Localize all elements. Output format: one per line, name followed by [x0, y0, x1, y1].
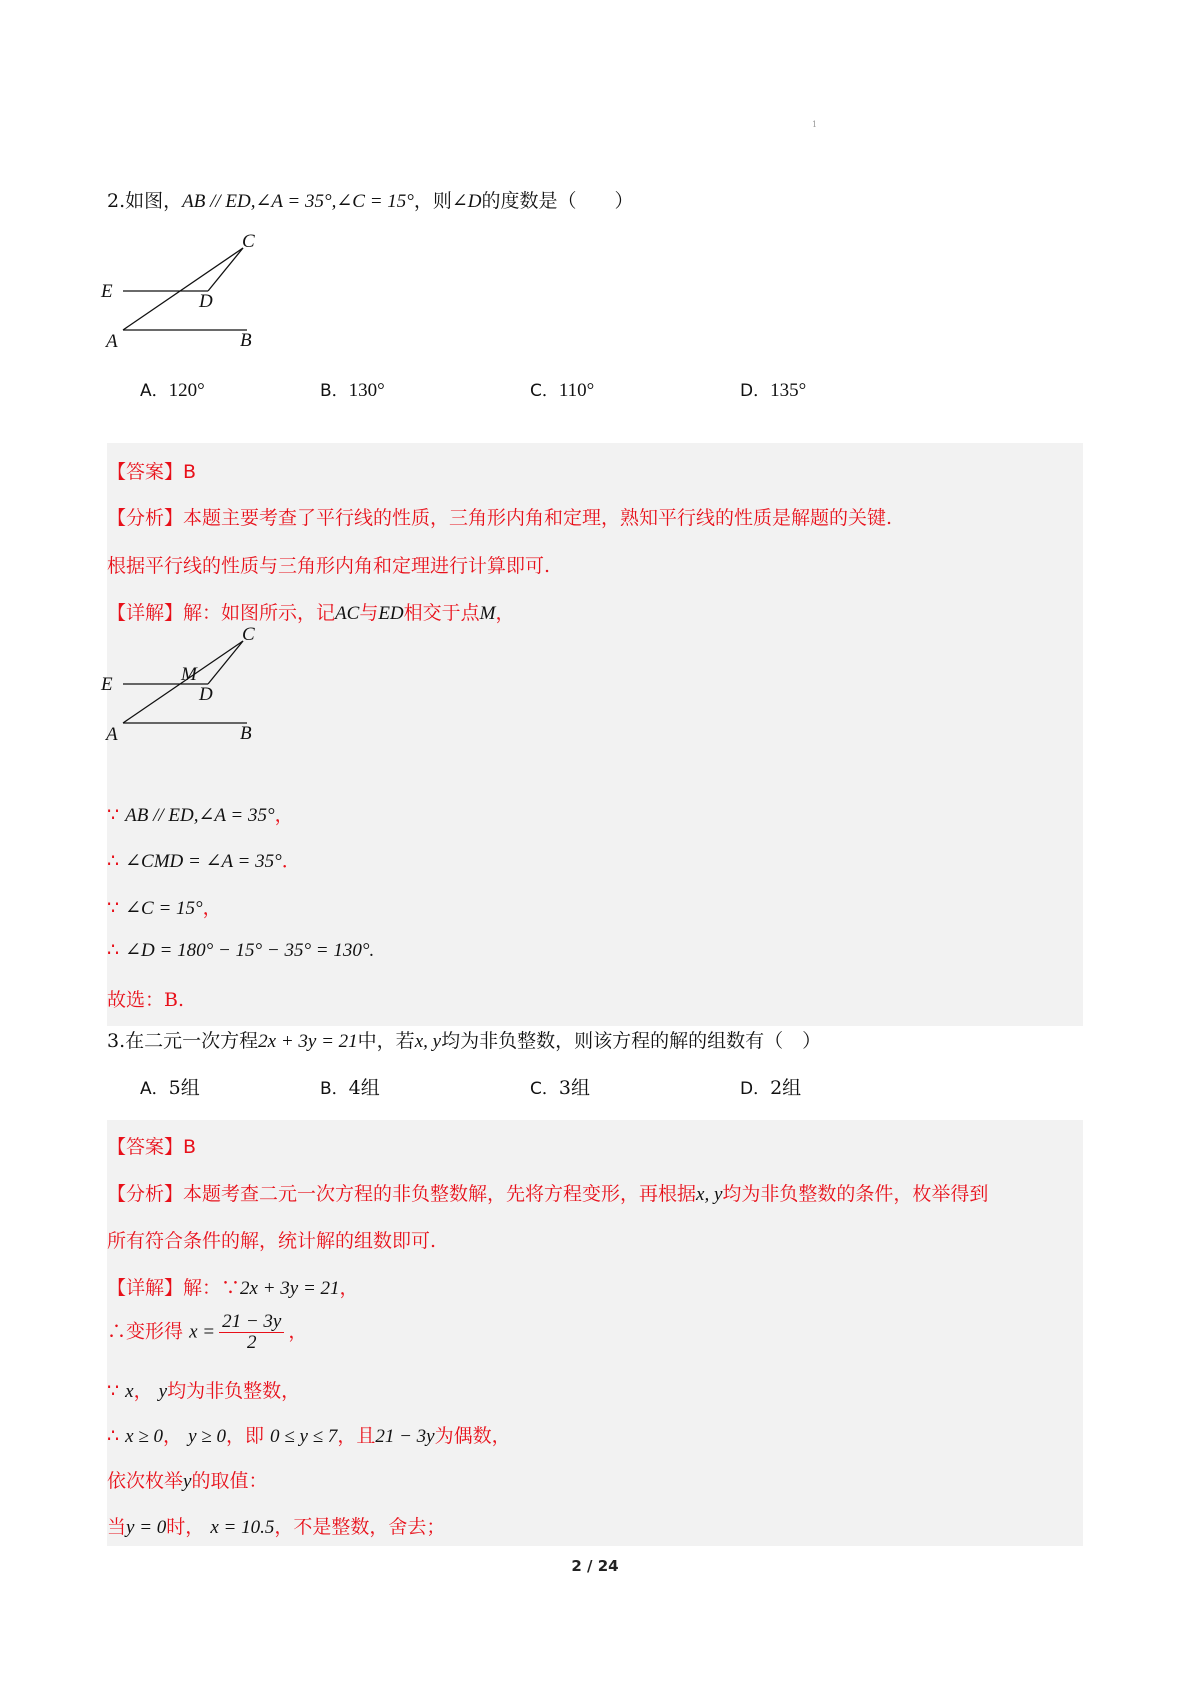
page-number: 2 / 24 [571, 1557, 619, 1575]
question-text-mid: 中，若 [357, 1030, 415, 1052]
question-2 [107, 186, 634, 213]
question-math: AB // ED,∠A = 35°,∠C = 15° [182, 191, 414, 212]
question-vars: x, y [414, 1031, 442, 1052]
label-D: D [199, 291, 213, 312]
detail-line: 【详解】解：如图所示，记AC与ED相交于点M， [107, 602, 515, 624]
label-B: B [240, 723, 252, 744]
step-4: ∴ ∠D = 180° − 15° − 35° = 130°. [107, 939, 375, 961]
analysis-line-1: 【分析】本题考查二元一次方程的非负整数解，先将方程变形，再根据x, y均为非负整数的条件，枚举得到 [107, 1183, 989, 1205]
step-case: 当y = 0时， x = 10.5，不是整数，舍去； [107, 1516, 446, 1538]
label-E: E [101, 281, 113, 302]
option-c: C．110° [530, 380, 595, 401]
step-2: ∴ ∠CMD = ∠A = 35°． [107, 850, 301, 872]
question-equation: 2x + 3y = 21 [258, 1031, 358, 1052]
question-target: ∠D [451, 191, 482, 212]
question-text: 如图， [125, 190, 183, 212]
question-text: 在二元一次方程 [125, 1030, 259, 1052]
step-1: ∵ AB // ED,∠A = 35°， [107, 804, 294, 826]
figure-with-point-m [95, 618, 275, 748]
option-d: D．135° [740, 380, 807, 401]
step-vars: ∵ x， y均为非负整数， [107, 1380, 301, 1402]
question-text-end: 的度数是（ ） [481, 190, 634, 212]
line-CD [208, 248, 243, 291]
option-b: B．130° [320, 380, 385, 401]
label-C: C [242, 231, 255, 252]
label-M: M [181, 664, 197, 685]
step-3: ∵ ∠C = 15°， [107, 897, 222, 919]
detail-line: 【详解】解：∵2x + 3y = 21， [107, 1277, 359, 1299]
step-range: ∴ x ≥ 0， y ≥ 0，即 0 ≤ y ≤ 7，且21 − 3y为偶数， [107, 1425, 511, 1447]
answer-line: 【答案】B [107, 1136, 197, 1158]
option-d: D．2组 [740, 1077, 802, 1099]
step-transform: ∴变形得 x = $\frac{21 - 3y}{2}$ ， [107, 1311, 308, 1353]
line-AC [123, 248, 243, 330]
header-mark: 1 [812, 120, 818, 129]
option-b: B．4组 [320, 1077, 380, 1099]
solution-box-q3 [107, 1120, 1083, 1546]
label-B: B [240, 330, 252, 351]
option-a: A．120° [140, 380, 205, 401]
label-E: E [101, 674, 113, 695]
label-C: C [242, 624, 255, 645]
option-a: A．5组 [140, 1077, 200, 1099]
label-D: D [199, 684, 213, 705]
conclusion: 故选：B. [107, 989, 185, 1011]
analysis-line-1: 【分析】本题主要考查了平行线的性质，三角形内角和定理，熟知平行线的性质是解题的关键. [107, 507, 893, 529]
analysis-line-2: 所有符合条件的解，统计解的组数即可. [107, 1230, 437, 1252]
question-number: 3. [107, 1030, 126, 1052]
step-enum: 依次枚举y的取值： [107, 1470, 268, 1492]
question-text-end: 均为非负整数，则该方程的解的组数有（ ） [441, 1030, 822, 1052]
figure-parallel-lines [95, 225, 275, 355]
question-3 [107, 1026, 821, 1053]
label-A: A [106, 331, 118, 352]
label-A: A [106, 724, 118, 745]
analysis-line-2: 根据平行线的性质与三角形内角和定理进行计算即可. [107, 555, 551, 577]
answer-line: 【答案】B [107, 461, 197, 483]
option-c: C．3组 [530, 1077, 590, 1099]
question-number: 2. [107, 190, 126, 212]
solution-box-q2 [101, 443, 1083, 1026]
question-text-mid: ，则 [413, 190, 452, 212]
